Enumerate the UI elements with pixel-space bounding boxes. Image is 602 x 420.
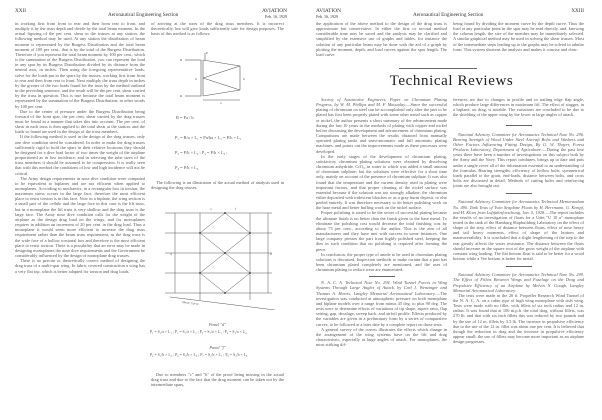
svg-text:R: R (180, 94, 183, 98)
formula-p4: P₄ = P/h × L₄ (175, 165, 199, 170)
paragraph: Proper polishing is stated to be the secret of successful plating because the ultimate finish is no better than the finish given to the base metal. To eliminate the polishing cost would decrease the total finishing cost by about 75 per cent., according to the author. This is the aim of all manufacturers and they have met with success in some instances. One large company presses the part from highly polished steel, keeping the dies in such condition that no polishing is required after forming the piece. (316, 210, 447, 252)
paragraph: ferences are due to changes in profile and in trailing edge flap angle, which produce large differences in maximum lift. The effect of stagger, in a biplane, on drag, is notable. The variations are concluded to be due to the shielding of the upper wing by the lower at large angles of attack. (453, 97, 584, 118)
svg-text:h: h (243, 77, 245, 81)
reviews-left-column (316, 97, 447, 415)
review-item: Society of Automotive Engineers, Paper on Chromium Plating Progress, by W. M. Phillips and M. F. Macaulay.—Since the successful plating of chromium on steel can be accomplished only after the part to be plated has first been properly plated with some other metal such as copper or nickel, the author presents a short summary of the advancement made during the last 10 years in the methods of plating with copper and nickel before discussing the development and advancement of chromium plating. Comparisons are made between the results obtained from manually operated plating tanks and semi-automatic and full automatic plating machines, and points out the improvements made as these processes were developed. (316, 97, 447, 154)
divider (506, 266, 532, 267)
panel-d-label: Panel "d" (208, 322, 227, 327)
page-number: XXII (15, 8, 26, 14)
review-item: National Advisory Committee for Aeronautics Technical Note No. 296. Bearing Strength of Wood Under Steel Aircraft Bolts and Washers and Other Factors Influencing Fitting Design, By G. W. Thayer, Forest Products Laboratory, Department of Agriculture.—During the past four years there have been a number of investigations on this subject both by the Army and the Navy. This report combines, brings up to date and puts under a single cover all of the information essential to an understanding of the formulas. Bearing strengths, efficiency of hollow bolts, symmetrical loads parallel to the grain, end-loads, distance between bolts, and cross bolts are discussed in detail. Methods of cutting holes and reinforcing joints are also brought out. (453, 131, 584, 189)
paragraph: There is no precise or theoretically correct method of designing the drag truss of a multi-spar wing. In fabric covered construction a wing has a very flat top, which is better adapted for torsion and drag loads. (15, 258, 145, 274)
reviews-right-column (453, 97, 584, 415)
method-intro: of arriving at the sizes of the drag truss members. It is incorrect theoretically, but will give loads sufficiently safe for design purposes. The basis of this method is as follows: (151, 21, 284, 37)
divider (399, 68, 477, 69)
review-item: National Advisory Committee for Aeronautics Technical Note No. 299. The Effect of Fillets Between Wings and Fuselage on the Drag and Propulsive Efficiency of an Airplane by Melvin N. Gough, Langley Memorial Aeronautical Laboratory. The tests were made in the 20 ft. Propeller Research Wind Tunnel of the N. A. C. A. on a cabin type of high wing monoplane with stub wing. Tests were made with no fillet, with fillets of six inch radius and 12 in. radius. It was found that at 100 m.p.h. the total drag, without fillets, was 270 lb. and that with six inch fillets this was reduced by two pounds and by the use of 12 in. fillets by 3.5 lb. The increase in propulsive efficiency due to the use of the 12 in. fillet was about one per cent. It is believed that though the reduction in drag and the increase in propulsive efficiency appear small; the use of fillets may become more important as an airplane design progresses. (453, 272, 584, 345)
journal-name: AVIATION (261, 8, 287, 14)
paragraph: Due to the center of pressure under the Burgess Distribution being forward of the front spar, the per cent. shear carried by the drag trusses must be found in a manner that takes this into account. The per cent. of shear in each truss is then applied to the total shear at the station, and the loads so found are used in the design of the truss members. (15, 108, 145, 135)
top-right-column: being found by dividing the moment curve by the depth curve. Thus the load at any particular point in the spar may be read directly, and, knowing the column length, the size of the member may be immediately selected. A similar graphical method may be used in solving the shear trusses. Most of the intermediate steps leading up to the graphs may be solved in tabular form. This system shortens the analysis and makes it concise and clear. (453, 21, 584, 52)
paragraph: In conclusion, the proper type of anode to be used in chromium plating solutions is discussed. Inspection methods to make certain that a part has been chromium plated completely are mentioned, and the uses of chromium plating to reduce wear are enumerated. (316, 251, 447, 273)
svg-text:P: P (206, 51, 208, 55)
drag-truss-analysis-diagram (160, 205, 280, 310)
paragraph: In the early stages of the development of chromium plating, satisfactory chromium plating solutions were obtained by dissolving chromium anhydride, CrO₃, in water to which was added a small amount of chromium sulphate; but the solutions were effective for a short time only, mainly on account of the presence of chromium sulphate. It was also found that the temperature and the current density used in plating were important factors, and that proper cleaning of the nickel surface was essential because if the solution was too strongly alkaline, the chromium either deposited with iridescent blotches or as a gray burnt deposit, or else peeled entirely. It was therefore necessary to do better polishing work on the base metal and better buffing work on the nickel surface. (316, 153, 447, 211)
formula-p1: P₁ = R/a × L₁ = Pa/ha × L₁ = P/h × L₁ (175, 135, 242, 140)
svg-text:a: a (210, 207, 212, 211)
formula-r: R = Pa / h (176, 115, 194, 120)
panel-f-label: Panel "f" (209, 345, 226, 350)
issue-date: Feb. 16, 1929 (316, 14, 338, 19)
svg-text:R: R (180, 58, 183, 62)
right-page (301, 0, 602, 420)
svg-text:a: a (220, 101, 222, 105)
running-head: Aeronautical Engineering Section (108, 12, 179, 18)
running-head: Aeronautical Engineering Section (413, 12, 484, 18)
divider (506, 125, 532, 126)
review-item: National Advisory Committee for Aeronautics Technical Memorandum No. 490. Tank Tests of Twin Seaplane Floats by H. Herrmann, G. Kempf, and H. Kloes from Luftfahrtforschung, Jan. 5, 1928.—The report includes the results of an investigation of floats for a Udet "U 10 a" monoplane tested in the tank of the Hamburg Shipbuilding Laboratory on the effect of shape of the step, effect of distance between floats, effect of nose heavy and tail heavy moments, effect of shape of the bottom and maneuverability. It is concluded that a slight lengthening of the step to the rear greatly affects the water resistance. The distance between the floats should increase as the square root of the gross weight of the airplane with constant wing loading. The flat bottom float is said to be better for a wood bottom while a Vee bottom is better for metal. (453, 199, 584, 262)
issue-date: Feb. 16, 1929 (265, 14, 287, 19)
divider (506, 193, 532, 194)
panel-d-formula: P₁ = S₁/a × L₁ ; P₂ = S₁/a × L₂ ; P₃ = S₁/a × L₃ ; P₄ = S₁/a × L₄ (150, 330, 247, 334)
paragraph: The Army design requirements in nose dive condition were computed to be equivalent to biplanes and are not efficient when applied to monoplanes. According to mechanics, in a rectangular box in torsion, the maximum stress occurs in the large face, therefore the most efficient place to resist torsion is in this face. Now in a biplane, the wing section is a small part of the cellule and the large face in this case is the lift truss, but in a monoplane the lift truss is very shallow and the drag truss is the large face. The Army nose dive condition calls for the weight of the airplane as the design drag load on the wings, and for monoplanes requires in addition an increment of 20 per cent. in the drag load. Thus a monoplane it would seem more efficient to increase the drag truss requirement rather than the beam truss requirement, as the drag truss is the wide face of a hollow torsional box and therefore is the most efficient place to resist torsion. There is a possibility that an error may be made in designing monoplanes the nose dive requirements and the Government be considerably influenced by the design of monoplane drag trusses. (15, 175, 145, 259)
truss-diagram (175, 48, 255, 106)
shear-curve-label: Shear Curve (181, 300, 199, 307)
top-left-column: the application of the above method to the design of the drag truss is approximate but conservative. In either the first or second method considerable time may be saved and the analysis may be clarified and simplified by the extensive use of graphs and tables, for instance the solution of any particular beam may be done with the aid of a graph by plotting the moment, depth, and load curves against the spar length. The load curve (316, 21, 447, 57)
review-item: N. A. C. A. Technical Note No. 294. Wind Tunnel Forces in Wing Systems Through Large Angles of Attack, by Carl J. Wenzinger and Thomas A. Harris, Langley Memorial Aeronautical Laboratory.—The investigation was conducted at atmospheric pressure on both monoplane and biplane models over a range from minus 45 deg. to plus 90 deg. The tests were to determine effects of variations of tip shape, aspect ratio, flap setting, gap, decalage, sweep back, and airfoil profile. Effects produced by the variables are given in a preliminary form by a series of comparative curves, to be followed at a later date by a complete report on these tests. (316, 280, 447, 327)
svg-text:h: h (195, 77, 197, 81)
section-title: Technical Reviews (389, 73, 514, 89)
formula-p2: P₂ = P/h × L₂ ; P₃ = P/h × L₃ ; (175, 150, 228, 155)
illustration-caption: The following is an illustration of the actual method of analysis used in designing the drag trusses. (151, 180, 284, 191)
paragraph: in working first from front to rear and then from rear to front, and multiply it by the truss depth and divide by the total beam moment. In the actual figuring of the per cent. shear in the trusses at any station, the following method may be used. At any station the distribution of beam moment is represented by the Burgess Distribution and the total beam moment of 100 per cent., that is by the total of the Burgess Distribution. Therefore if you represent the total beam moment by 100 per cent., which is the summation of the Burgess Distribution, you can represent the load in any spar by its Burgess Distribution divided by its distance from the neutral axis, in inches. Then using the foregoing representative loads, solve for the loads put in the spars by the trusses, working first from front to rear and then from rear to front. Next multiply the truss depth in inches by the greater of the two loads found for the truss by the method outlined in the preceding sentence, and the result will be the per cent. shear carried by the truss in question. This is true because the total beam moment is represented by the summation of the Burgess Distribution; in other words by 100 per cent. (15, 21, 145, 109)
panel-f-formula: P₅ = S₂/b × L₅ ; P₆ = S₂/b × L₆ ; P₇ = S₂/b × L₇ ; P₈ = S₂/b × L₈ (150, 353, 248, 357)
svg-text:d: d (170, 252, 172, 256)
closing-text: Due to members "c" and "h" of the proof being missing in the actual drag truss and due to the fact that the drag moment can be taken out by the intermediate spars, (151, 372, 284, 388)
divider (369, 276, 395, 277)
left-column-text (15, 21, 145, 416)
page-number: XXIII (571, 8, 584, 14)
svg-text:h: h (270, 252, 272, 256)
paragraph: A general survey of the curves illustrates the effects which change in the arrangement of the wing systems have on the lift and drag characteristic, especially at large angles of attack. For monoplanes, the most striking dif- (316, 326, 447, 348)
paragraph: If the following method is used in the design of the drag trusses, only one dive condition need be considered. In order to make the drag trusses sufficiently rigid to hold the spars in their relative locations they should be designed for a dive load factor of two times the weight of the airplane proportioned as in low incidence, and in selecting the tube sizes of the truss members it should be assumed to be compression. It is really seen that with this method the conditions of low and high incidence will not be critical. (15, 134, 145, 176)
journal-name: AVIATION (316, 8, 342, 14)
svg-text:f: f (235, 207, 237, 211)
